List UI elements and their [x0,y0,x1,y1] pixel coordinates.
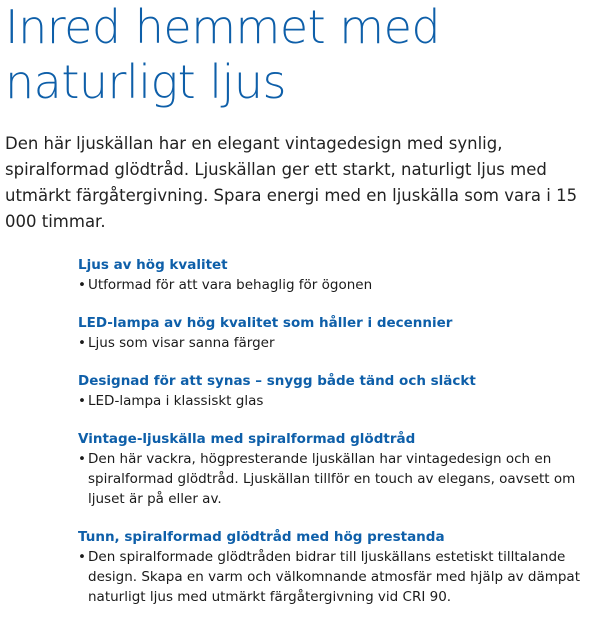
feature-bullet: • Den här vackra, högpresterande ljuskällan har vintagedesign och en spiralformad glödtråd. Ljuskällan tillför en touch av elegans, oavsett om ljuset är på eller av. [78,449,590,509]
feature-title: LED-lampa av hög kvalitet som håller i decennier [78,315,453,331]
feature-title: Vintage-ljuskälla med spiralformad glödtråd [78,431,416,447]
feature-bullet: • Utformad för att vara behaglig för ögonen [78,275,590,295]
feature-item [78,314,590,353]
page-title [5,0,440,110]
feature-title: Tunn, spiralformad glödtråd med hög prestanda [78,529,445,545]
feature-title: Designad för att synas – snygg både tänd och släckt [78,373,476,389]
title-line-1: Inred hemmet med [5,0,441,54]
title-line-2: naturligt ljus [5,55,286,109]
feature-bullet: • Ljus som visar sanna färger [78,333,590,353]
feature-bullet: • Den spiralformade glödtråden bidrar till ljuskällans estetiskt tilltalande design. Skapa en varm och välkomnande atmosfär med hjälp av dämpat naturligt ljus med utmärkt färgåtergivning vid CRI 90. [78,547,590,607]
feature-item [78,256,590,295]
feature-bullet: • LED-lampa i klassiskt glas [78,391,590,411]
feature-item [78,372,590,411]
feature-item [78,528,590,607]
intro-paragraph: Den här ljuskällan har en elegant vintagedesign med synlig, spiralformad glödtråd. Ljuskällan ger ett starkt, naturligt ljus med utmärkt färgåtergivning. Spara energi med en ljuskälla som vara i 15 000 timmar. [5,134,578,231]
feature-item [78,430,590,509]
feature-title: Ljus av hög kvalitet [78,257,228,273]
feature-list [78,256,590,626]
